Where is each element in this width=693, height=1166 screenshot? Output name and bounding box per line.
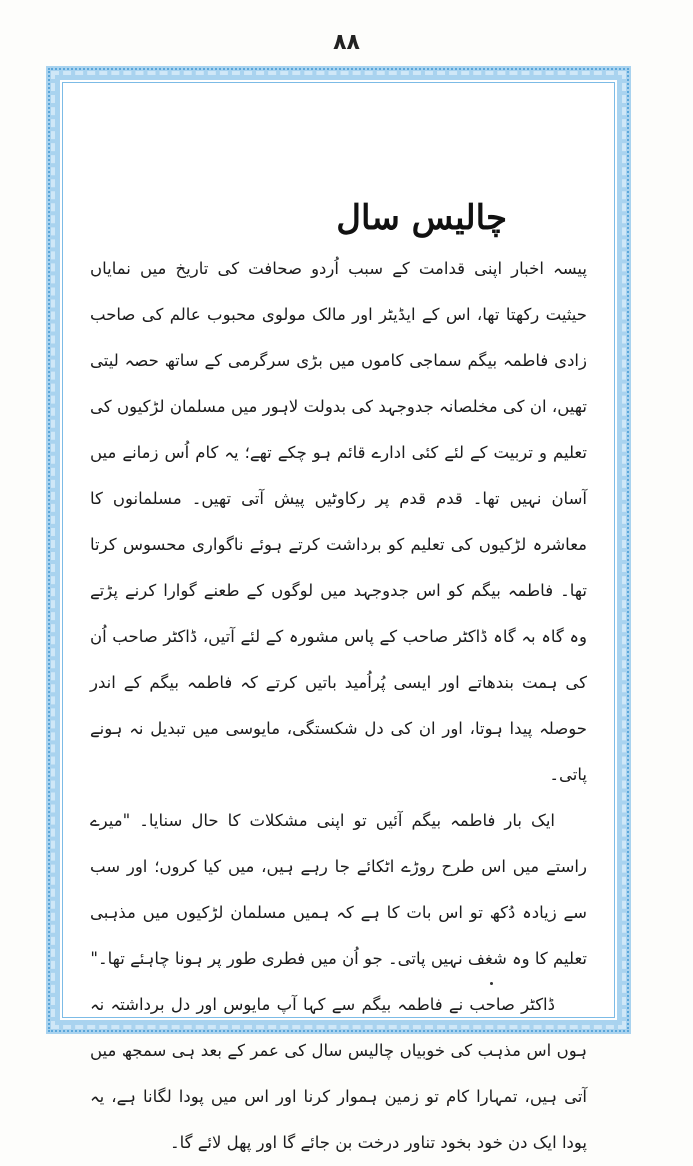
article-title: چالیس سال (336, 198, 507, 238)
page-number: ۸۸ (333, 30, 360, 55)
paragraph-1: پیسہ اخبار اپنی قدامت کے سبب اُردو صحافت کی تاریخ میں نمایاں حیثیت رکھتا تھا، اس کے ایڈیٹر اور مالک مولوی محبوب عالم کی صاحب زادی فاطمہ بیگم سماجی کاموں میں بڑی سرگرمی کے ساتھ حصہ لیتی تھیں، ان کی مخلصانہ جدوجہد کی بدولت لاہور میں مسلمان لڑکیوں کی تعلیم و تربیت کے لئے کئی ادارے قائم ہو چکے تھے؛ یہ کام اُس زمانے میں آسان نہیں تھا۔ قدم قدم پر رکاوٹیں پیش آتی تھیں۔ مسلمانوں کا معاشرہ لڑکیوں کی تعلیم کو برداشت کرتے ہوئے ناگواری محسوس کرتا تھا۔ فاطمہ بیگم کو اس جدوجہد میں لوگوں کے طعنے گوارا کرنے پڑتے وہ گاہ بہ گاہ ڈاکٹر صاحب کے پاس مشورہ کے لئے آتیں، ڈاکٹر صاحب اُن کی ہمت بندھاتے اور ایسی پُراُمید باتیں کرتے کہ فاطمہ بیگم کے اندر حوصلہ پیدا ہوتا، اور ان کی دل شکستگی، مایوسی میں تبدیل نہ ہونے پاتی۔ (90, 259, 587, 784)
decorative-border-frame (46, 66, 631, 1152)
article-body (90, 198, 587, 1166)
paragraph-2: ایک بار فاطمہ بیگم آئیں تو اپنی مشکلات کا حال سنایا۔ "میرے راستے میں اس طرح روڑے اٹکائے جا رہے ہیں، میں کیا کروں؛ اور سب سے زیادہ دُکھ تو اس بات کا ہے کہ ہمیں مسلمان لڑکیوں میں مذہبی تعلیم کا وہ شغف نہیں پاتی۔ جو اُن میں فطری طور پر ہونا چاہئے تھا۔" (90, 811, 587, 968)
paragraph-3: ڈاکٹر صاحب نے فاطمہ بیگم سے کہا آپ مایوس اور دل برداشتہ نہ ہوں اس مذہب کی خوبیاں چالیس سال کی عمر کے بعد ہی سمجھ میں آتی ہیں، تمہارا کام تو زمین ہموار کرنا اور اس میں پودا لگانا ہے، یہ پودا ایک دن خود بخود تناور درخت بن جائے گا اور پھل لائے گا۔ (90, 995, 587, 1152)
ink-speck (490, 982, 493, 985)
